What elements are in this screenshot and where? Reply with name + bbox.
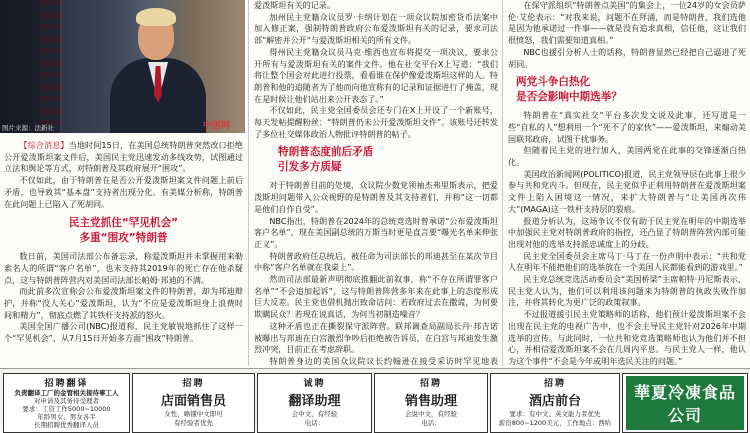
subheadline xyxy=(516,75,746,105)
photo-figure-hair xyxy=(136,8,176,26)
classified-ads-strip xyxy=(0,368,750,431)
subheadline-line: 特朗普态度前后矛盾 xyxy=(278,146,374,159)
paragraph: 特朗普在“真实社交”平台多次发文说及此事，还写道是一些“自私的人”想利用一个“死不了的家伙”——爱泼斯坦，来煽动美国联邦政府，试图干扰事务。 xyxy=(508,110,746,144)
paragraph: 但随着民主党的进行加入，美国两党在此事的交锋逐渐白热化。 xyxy=(508,145,746,168)
paragraph: 报道分析认为，这场争议不仅有助于民主党在明年的中期选举中加强民主党对特朗普政府的指控，还凸显了特朗普阵营内部可能出现对他的选举支持派忠诚度上的分歧。 xyxy=(508,215,746,249)
classified-ad xyxy=(490,373,620,433)
article-column-2 xyxy=(254,0,498,366)
classified-ad xyxy=(257,373,372,433)
paragraph: 这种矛盾也正在撕裂保守派阵营。联邦调查局副局长丹·邦吉诺被曝出与邦迪在白宫激烈争吵后拒绝被告诉员，在白宫与邦迪发生激烈冲突，目前正在考虑辞职。 xyxy=(254,320,498,355)
classified-ad xyxy=(3,373,130,433)
photo-caption: 图片来源：法新社 xyxy=(2,124,54,132)
subheadline-line: 多重“围攻”特朗普 xyxy=(79,232,168,245)
subheadline-line: 是否会影响中期选举？ xyxy=(516,91,622,104)
classified-ad xyxy=(132,373,255,433)
ad-title: 招聘 xyxy=(182,379,205,389)
ad-headline: 店面销售员 xyxy=(160,394,226,409)
paragraph: 对于特朗普目前的处境，众议院少数党领袖杰弗里斯表示，把爱泼斯坦问题带入公众视野的是特朗普及其支持者们，并称“这一切都是他们自作自受”。 xyxy=(254,180,498,214)
article-column-3 xyxy=(508,0,746,366)
paragraph xyxy=(4,140,243,175)
article-column-1 xyxy=(4,140,243,366)
paragraph: NBC也援引分析人士的话称，特朗普显然已经把自己逼进了死胡同。 xyxy=(508,46,746,69)
paragraph: 在保守派组织“特朗普点美国”的集会上，一位24岁的女会员萨伦·艾伦表示：“对我来说，问题不在拜涌，而是特朗普，我们选他是因为他承诺过一件事——就是没有追求真相，信任他，这让我们很愤怒，我们需要知道真相。” xyxy=(508,0,746,46)
paragraph: 而此前多次宣称会公布爱泼斯坦案文件的特朗普，却为邦迪辩护，并称“没人关心”爱泼斯坦，认为“不应是爱泼斯坦身上浪费时间和精力”，彻底点燃了其铁杆支持派的怒火。 xyxy=(4,286,243,320)
ad-headline: 翻译助理 xyxy=(288,394,341,409)
column-divider xyxy=(248,0,249,366)
subheadline xyxy=(4,216,243,246)
ad-title: 招聘 xyxy=(543,379,566,389)
ad-brand-name: 華夏冷凍食品公司 xyxy=(626,376,744,430)
paragraph-text: 当地时间15日，在美国总统特朗普突然改口拒绝公开爱泼斯坦案文件后，美国民主党迅速发动多线攻势，试图通过立法和舆论等方式，对特朗普及其政府展开“围攻”。 xyxy=(4,140,243,174)
subheadline-line: 民主党抓住“罕见机会” xyxy=(68,217,179,230)
ad-phone: 电话： xyxy=(304,419,325,427)
paragraph: 特朗普身边的美国众议院议长约翰逊在接受采访时罕见地表 xyxy=(269,355,498,366)
ad-line: 要求：有中文、英文能力者优先 xyxy=(509,410,601,418)
paragraph: 美国全国广播公司(NBC)报道称，民主党敏锐地抓住了这样一个“罕见机会”，从7月15日开始多方面“围攻”特朗普。 xyxy=(4,321,243,344)
subheadline-line: 引发多方质疑 xyxy=(278,161,342,174)
ad-line: 女性，略懂中文即可 xyxy=(164,410,223,418)
ad-line: 会说中文，有经验 xyxy=(405,410,457,418)
photo-shadow xyxy=(0,0,60,133)
ad-title: 招聘 xyxy=(419,379,442,389)
paragraph: 民主党总统竞选活动委员会“美国桥梁”主席帕特·丹尼斯表示，民主党人认为，他们可以利用该问题来为特朗普的执政失败作加注，并将其转化为更广泛的政策叙事。 xyxy=(508,274,746,308)
photo-watermark: 中国网 xyxy=(203,121,231,131)
subheadline-line: 两党斗争白热化 xyxy=(516,76,591,89)
ad-line: 年龄男女，男女各半 xyxy=(37,413,96,421)
paragraph: 不过报道援引民主党策略师的话称，他们预计爱泼斯坦案不会出现在民主党的电视广告中，也不会主导民主党针对2026年中期选举的宣传。与此同时，一位共和党竞选策略师也认为他们并不担心，并相信爱泼斯坦案不会在几周内平息。与民主党人一样，他认为这个事件“不会是今年或明年选民关注的问题。” xyxy=(508,309,746,366)
news-photo xyxy=(0,0,245,133)
paragraph: 民主党全国委员会主席马丁·马丁在一份声明中表示：“共和党人在明年不能把他们的选举放在一个美国人民都能看到的游戏里。” xyxy=(508,250,746,273)
paragraph: 美国政治新闻网(POLITICO)报道，民主党领导层在此事上很少参与共和党内斗。但现在，民主党似乎正利用特朗普在爱泼斯坦案文件上陷入困境这一情况，来扩大特朗普与“让美国再次伟大”(MAGA)这一铁杆支持层的裂痕。 xyxy=(508,168,746,214)
ad-title: 诚聘 xyxy=(303,379,326,389)
paragraph: 加州民主党籍众议员罗·卡纳计划在一项众议院加密货币法案中加入修正案，强制特朗普政府公布爱泼斯坦有关的记录，要求司法部“解密并公开”与爱泼斯坦相关的所有文件。 xyxy=(254,11,498,46)
ad-line: 会中文，有经验 xyxy=(291,410,338,418)
subheadline xyxy=(278,145,498,175)
paragraph: 特朗普政府任总统后，被任命为司法部长的邦迪甚至在某次节目中称“客户名单就在我桌上”。 xyxy=(254,250,498,273)
ad-title: 招聘翻译 xyxy=(44,379,89,389)
classified-ad xyxy=(374,373,488,433)
paragraph: 数日前，美国司法部公布备忘录，称爱泼斯坦并未掌握用来勒索名人的所谓“客户名单”，也未支持其2019年的死亡存在他杀疑点，这与特朗普阵营内对美国司法部长帕姆·邦迪的不满。 xyxy=(4,251,243,285)
paragraph: 不仅如此，民主党全国委员会还专门在X上开设了一个新账号，每天发帖提醒粉丝：“特朗普仍未公开爱泼斯坦文件”。该账号还转发了多位社交媒体政治人物批评特朗普的帖子。 xyxy=(254,105,498,139)
ad-line: 负责翻译工厂的金管相关接待事工人 xyxy=(14,389,119,397)
paragraph: 爱泼斯坦有关的记录。 xyxy=(254,0,335,10)
dateline: 【综合消息】 xyxy=(19,140,69,150)
classified-ad xyxy=(622,373,748,433)
ad-headline: 酒店前台 xyxy=(528,394,581,409)
ad-headline: 销售助理 xyxy=(404,394,457,409)
ad-line: 长期招聘优秀翻译人员 xyxy=(34,421,99,429)
paragraph: 不仅如此，由于特朗普在是否公开爱泼斯坦案文件问题上前后矛盾，也导致其“基本盘”支持者出现分化。有美媒分析称，特朗普在此问题上已陷入了死胡同。 xyxy=(4,175,243,209)
paragraph: NBC指出，特朗普在2024年的总统竞选时曾承诺“公布爱泼斯坦客户名单”，现在美国副总统的万斯当时更是直言要“曝光名单来伸张正义”。 xyxy=(254,215,498,249)
ad-line: 薪资800~1200美元，工作地点：西哈 xyxy=(498,419,612,427)
ad-line: 要求：工资工作5000~10000 xyxy=(22,405,111,413)
ad-line: 对申请及其务待受理者 xyxy=(34,397,99,405)
ad-phone: 电话： xyxy=(421,419,441,427)
paragraph: 然而司法部最新声明彻底推翻此前叙事，称“不存在所谓罪客户名单”“不会追加起诉”，这与特朗普阵营多年来在此事上的态度形成巨大反差。民主党也借机抛出致命诘问：若政府过去在撒谎，为何要欺瞒民众？若现在说真话，为何当初制造噪音？ xyxy=(254,274,498,320)
ad-line: 有经验者优先 xyxy=(174,419,213,427)
column-divider xyxy=(502,0,503,366)
paragraph: 得州民主党籍众议员马克·维西也宣布将提交一项决议，要求公开所有与爱泼斯坦有关的案件文件。他在社交平台X上写道：“我们将让整个国会对此进行投票，看看谁在保护像爱泼斯坦这样的人。特朗普和他的追随者为了他而向他宣称有的记录和证据进行了掩盖，现在是时候让他们站出来公开表态了。” xyxy=(254,46,498,104)
